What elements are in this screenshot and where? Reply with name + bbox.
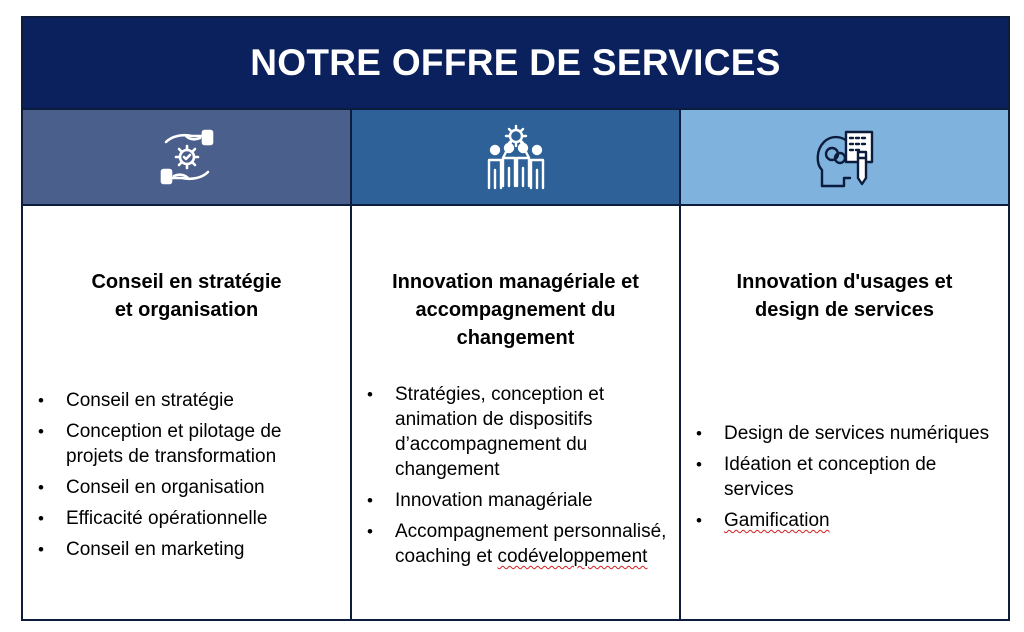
column-innovation (352, 206, 681, 619)
icon-cell-strategy (23, 110, 352, 204)
title-line: changement (456, 327, 575, 349)
column-title-innovation (352, 268, 679, 352)
column-design (681, 206, 1008, 619)
title-line: Innovation managériale et (392, 271, 639, 293)
list-item: • Conseil en organisation (38, 475, 338, 500)
column-title-design (681, 268, 1008, 324)
service-list-strategy (38, 388, 338, 568)
head-design-icon (812, 124, 878, 190)
team-gear-icon (481, 124, 551, 190)
list-item: • Innovation managériale (367, 488, 667, 513)
list-item: • Idéation et conception de services (696, 452, 996, 502)
title-line: design de services (755, 299, 934, 321)
title-line: Conseil en stratégie (91, 271, 282, 293)
column-strategy (23, 206, 352, 619)
title-line: et organisation (114, 299, 259, 321)
list-item (696, 508, 996, 533)
service-list-innovation (367, 382, 667, 575)
handshake-gear-icon (156, 126, 218, 188)
title-line: Innovation d'usages et (736, 271, 953, 293)
column-title-strategy (23, 268, 350, 324)
list-item: • Conception et pilotage de projets de transformation (38, 419, 338, 469)
icon-cell-innovation (352, 110, 681, 204)
services-table (21, 16, 1010, 621)
list-item: • Conseil en stratégie (38, 388, 338, 413)
list-item: • Accompagnement personnalisé, coaching et codéveloppement (367, 519, 667, 569)
icon-cell-design (681, 110, 1008, 204)
service-columns (23, 206, 1008, 619)
list-item: • Efficacité opérationnelle (38, 506, 338, 531)
list-item: • Stratégies, conception et animation de dispositifs d’accompagnement du changement (367, 382, 667, 482)
misspelled-word: codéveloppement (497, 546, 648, 567)
list-item: • Conseil en marketing (38, 537, 338, 562)
icon-row (23, 110, 1008, 206)
list-item: • Design de services numériques (696, 421, 996, 446)
list-item-text: Gamification (724, 510, 830, 531)
title-line: accompagnement du (415, 299, 616, 321)
page-title: NOTRE OFFRE DE SERVICES (23, 18, 1008, 110)
service-list-design (696, 421, 996, 539)
